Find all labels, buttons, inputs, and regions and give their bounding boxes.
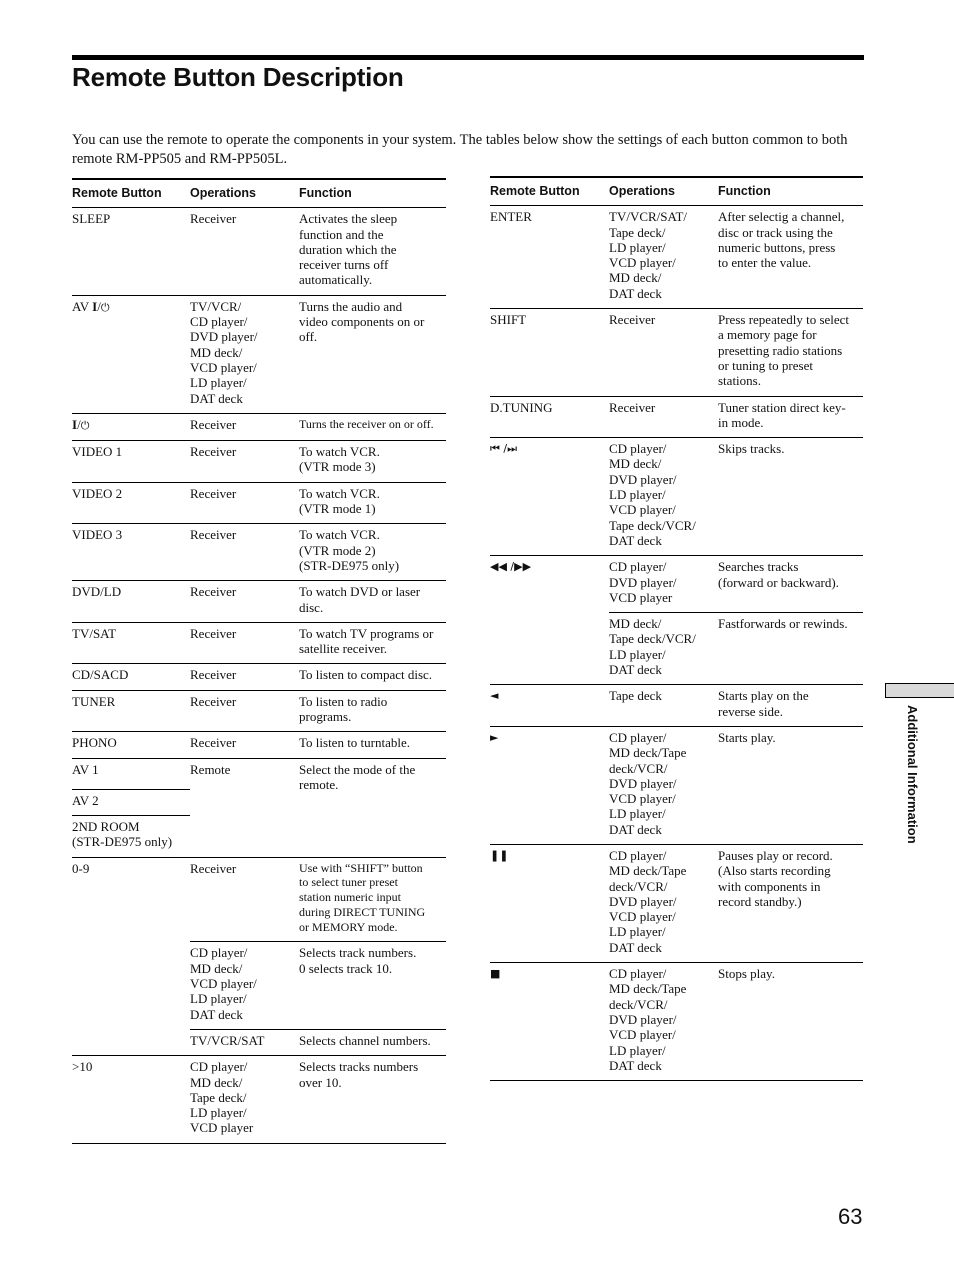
table-row bbox=[72, 295, 446, 413]
operations-cell: Receiver bbox=[190, 524, 299, 581]
operations-cell: Receiver bbox=[609, 396, 718, 438]
operations-cell: Tape deck bbox=[609, 685, 718, 727]
function-cell: Selects track numbers. 0 selects track 10. bbox=[299, 942, 446, 1029]
operations-cell: Receiver bbox=[190, 732, 299, 758]
operations-cell: CD player/ MD deck/ DVD player/ LD player/ VCD player/ Tape deck/VCR/ DAT deck bbox=[609, 438, 718, 556]
table-row bbox=[490, 206, 863, 309]
function-cell: Selects tracks numbers over 10. bbox=[299, 1056, 446, 1143]
function-cell: Tuner station direct key- in mode. bbox=[718, 396, 863, 438]
operations-cell: TV/VCR/SAT bbox=[190, 1029, 299, 1055]
function-cell: Skips tracks. bbox=[718, 438, 863, 556]
table-row bbox=[490, 556, 863, 613]
operations-cell: Receiver bbox=[190, 857, 299, 942]
header-remote-button: Remote Button bbox=[490, 177, 609, 206]
table-row bbox=[72, 1056, 446, 1143]
function-cell: To listen to turntable. bbox=[299, 732, 446, 758]
button-name: I/⏻ bbox=[72, 413, 190, 440]
operations-cell: CD player/ MD deck/Tape deck/VCR/ DVD player/ VCD player/ LD player/ DAT deck bbox=[609, 726, 718, 844]
header-operations: Operations bbox=[190, 179, 299, 208]
function-cell: Press repeatedly to select a memory page for presetting radio stations or tuning to preset stations. bbox=[718, 309, 863, 396]
function-cell: Stops play. bbox=[718, 963, 863, 1081]
table-row bbox=[72, 758, 446, 789]
button-prefix: AV bbox=[72, 298, 93, 314]
table-row bbox=[72, 732, 446, 758]
header-function: Function bbox=[718, 177, 863, 206]
button-name: PHONO bbox=[72, 732, 190, 758]
button-name: 0-9 bbox=[72, 857, 190, 1056]
function-cell: Select the mode of the remote. bbox=[299, 758, 446, 857]
operations-cell: TV/VCR/SAT/ Tape deck/ LD player/ VCD player/ MD deck/ DAT deck bbox=[609, 209, 688, 301]
button-name: 2ND ROOM (STR-DE975 only) bbox=[72, 815, 190, 857]
table-row bbox=[490, 309, 863, 396]
page-number: 63 bbox=[838, 1204, 863, 1229]
button-name: VIDEO 1 bbox=[72, 441, 190, 483]
table-row bbox=[72, 413, 446, 440]
function-cell: Searches tracks (forward or backward). bbox=[718, 556, 863, 613]
function-cell: Fastforwards or rewinds. bbox=[718, 613, 863, 685]
table-row bbox=[72, 690, 446, 732]
function-cell: Activates the sleep function and the duration which the receiver turns off automatically. bbox=[299, 211, 398, 288]
table-row bbox=[72, 524, 446, 581]
button-name: DVD/LD bbox=[72, 581, 190, 623]
table-row bbox=[490, 726, 863, 844]
operations-cell: Receiver bbox=[190, 482, 299, 524]
operations-cell: Receiver bbox=[190, 664, 299, 690]
operations-cell: CD player/ MD deck/ VCD player/ LD player/ DAT deck bbox=[190, 942, 299, 1029]
function-cell: Pauses play or record. (Also starts recording with components in record standby.) bbox=[718, 844, 863, 962]
table-row bbox=[72, 581, 446, 623]
operations-cell: MD deck/ Tape deck/VCR/ LD player/ DAT deck bbox=[609, 613, 718, 685]
table-row bbox=[490, 396, 863, 438]
standby-icon: ⏻ bbox=[100, 300, 110, 314]
pause-icon: ❚❚ bbox=[490, 844, 609, 962]
button-name: AV 1 bbox=[72, 758, 190, 789]
operations-cell: Receiver bbox=[190, 441, 299, 483]
play-icon: ► bbox=[490, 726, 609, 844]
stop-icon: ■ bbox=[490, 963, 609, 1081]
operations-cell: Receiver bbox=[190, 211, 237, 227]
function-cell: To watch VCR. (VTR mode 3) bbox=[299, 441, 446, 483]
table-row bbox=[490, 685, 863, 727]
side-section-label: Additional Information bbox=[905, 705, 920, 844]
table-row bbox=[490, 844, 863, 962]
function-cell: Selects channel numbers. bbox=[299, 1029, 446, 1055]
section-tab bbox=[885, 683, 954, 698]
operations-cell: TV/VCR/ CD player/ DVD player/ MD deck/ VCD player/ LD player/ DAT deck bbox=[190, 295, 299, 413]
table-row bbox=[490, 438, 863, 556]
intro-paragraph: You can use the remote to operate the components in your system. The tables below show the settings of each button common to both remote RM-PP505 and RM-PP505L. bbox=[72, 132, 848, 167]
operations-cell: Receiver bbox=[190, 413, 299, 440]
operations-cell: Receiver bbox=[190, 581, 299, 623]
power-bar-icon: I bbox=[72, 416, 78, 432]
page-title: Remote Button Description bbox=[72, 62, 404, 92]
table-row bbox=[72, 208, 446, 295]
header-function: Function bbox=[299, 179, 446, 208]
table-row bbox=[72, 857, 446, 942]
table-header bbox=[490, 177, 863, 206]
table-row bbox=[72, 482, 446, 524]
left-button-table bbox=[72, 178, 446, 1144]
button-name: ENTER bbox=[490, 209, 532, 225]
skip-icon: ⏮ /⏭ bbox=[490, 438, 609, 556]
function-cell: To watch VCR. (VTR mode 1) bbox=[299, 482, 446, 524]
button-name: VIDEO 3 bbox=[72, 524, 190, 581]
table-row bbox=[72, 622, 446, 664]
button-name: SHIFT bbox=[490, 309, 609, 396]
title-rule bbox=[72, 55, 864, 60]
function-cell: Turns the receiver on or off. bbox=[299, 413, 446, 440]
function-cell: Starts play. bbox=[718, 726, 863, 844]
header-operations: Operations bbox=[609, 177, 718, 206]
button-name: D.TUNING bbox=[490, 396, 609, 438]
button-name: TUNER bbox=[72, 690, 190, 732]
table-row bbox=[490, 963, 863, 1081]
operations-cell: Remote bbox=[190, 758, 299, 857]
button-name: VIDEO 2 bbox=[72, 482, 190, 524]
reverse-play-icon: ◄ bbox=[490, 685, 609, 727]
search-rewind-icon: ◀◀ /▶▶ bbox=[490, 556, 609, 685]
operations-cell: CD player/ MD deck/Tape deck/VCR/ DVD player/ VCD player/ LD player/ DAT deck bbox=[609, 844, 718, 962]
operations-cell: CD player/ DVD player/ VCD player bbox=[609, 556, 718, 613]
table-row bbox=[72, 664, 446, 690]
button-name: AV 2 bbox=[72, 789, 190, 815]
operations-cell: Receiver bbox=[190, 690, 299, 732]
button-name: CD/SACD bbox=[72, 664, 190, 690]
button-name: AV I/⏻ bbox=[72, 295, 190, 413]
operations-cell: Receiver bbox=[190, 622, 299, 664]
function-cell: To listen to radio programs. bbox=[299, 690, 446, 732]
operations-cell: Receiver bbox=[609, 309, 718, 396]
button-name: SLEEP bbox=[72, 211, 111, 227]
function-cell: Use with “SHIFT” button to select tuner preset station numeric input during DIRECT TUNING or MEMORY mode. bbox=[299, 857, 446, 942]
function-cell: To watch DVD or laser disc. bbox=[299, 581, 446, 623]
operations-cell: CD player/ MD deck/ Tape deck/ LD player/ VCD player bbox=[190, 1056, 299, 1143]
table-row bbox=[72, 441, 446, 483]
function-cell: Turns the audio and video components on or off. bbox=[299, 295, 446, 413]
right-button-table bbox=[490, 176, 863, 1081]
function-cell: To listen to compact disc. bbox=[299, 664, 446, 690]
power-bar-icon: I bbox=[92, 298, 98, 314]
standby-icon: ⏻ bbox=[80, 418, 90, 432]
function-cell: To watch VCR. (VTR mode 2) (STR-DE975 only) bbox=[299, 524, 446, 581]
function-cell: After selectig a channel, disc or track using the numeric buttons, press to enter the value. bbox=[718, 209, 845, 271]
table-header bbox=[72, 179, 446, 208]
function-cell: To watch TV programs or satellite receiver. bbox=[299, 622, 446, 664]
button-name: >10 bbox=[72, 1056, 190, 1143]
function-cell: Starts play on the reverse side. bbox=[718, 685, 863, 727]
operations-cell: CD player/ MD deck/Tape deck/VCR/ DVD player/ VCD player/ LD player/ DAT deck bbox=[609, 963, 718, 1081]
button-name: TV/SAT bbox=[72, 622, 190, 664]
header-remote-button: Remote Button bbox=[72, 179, 190, 208]
